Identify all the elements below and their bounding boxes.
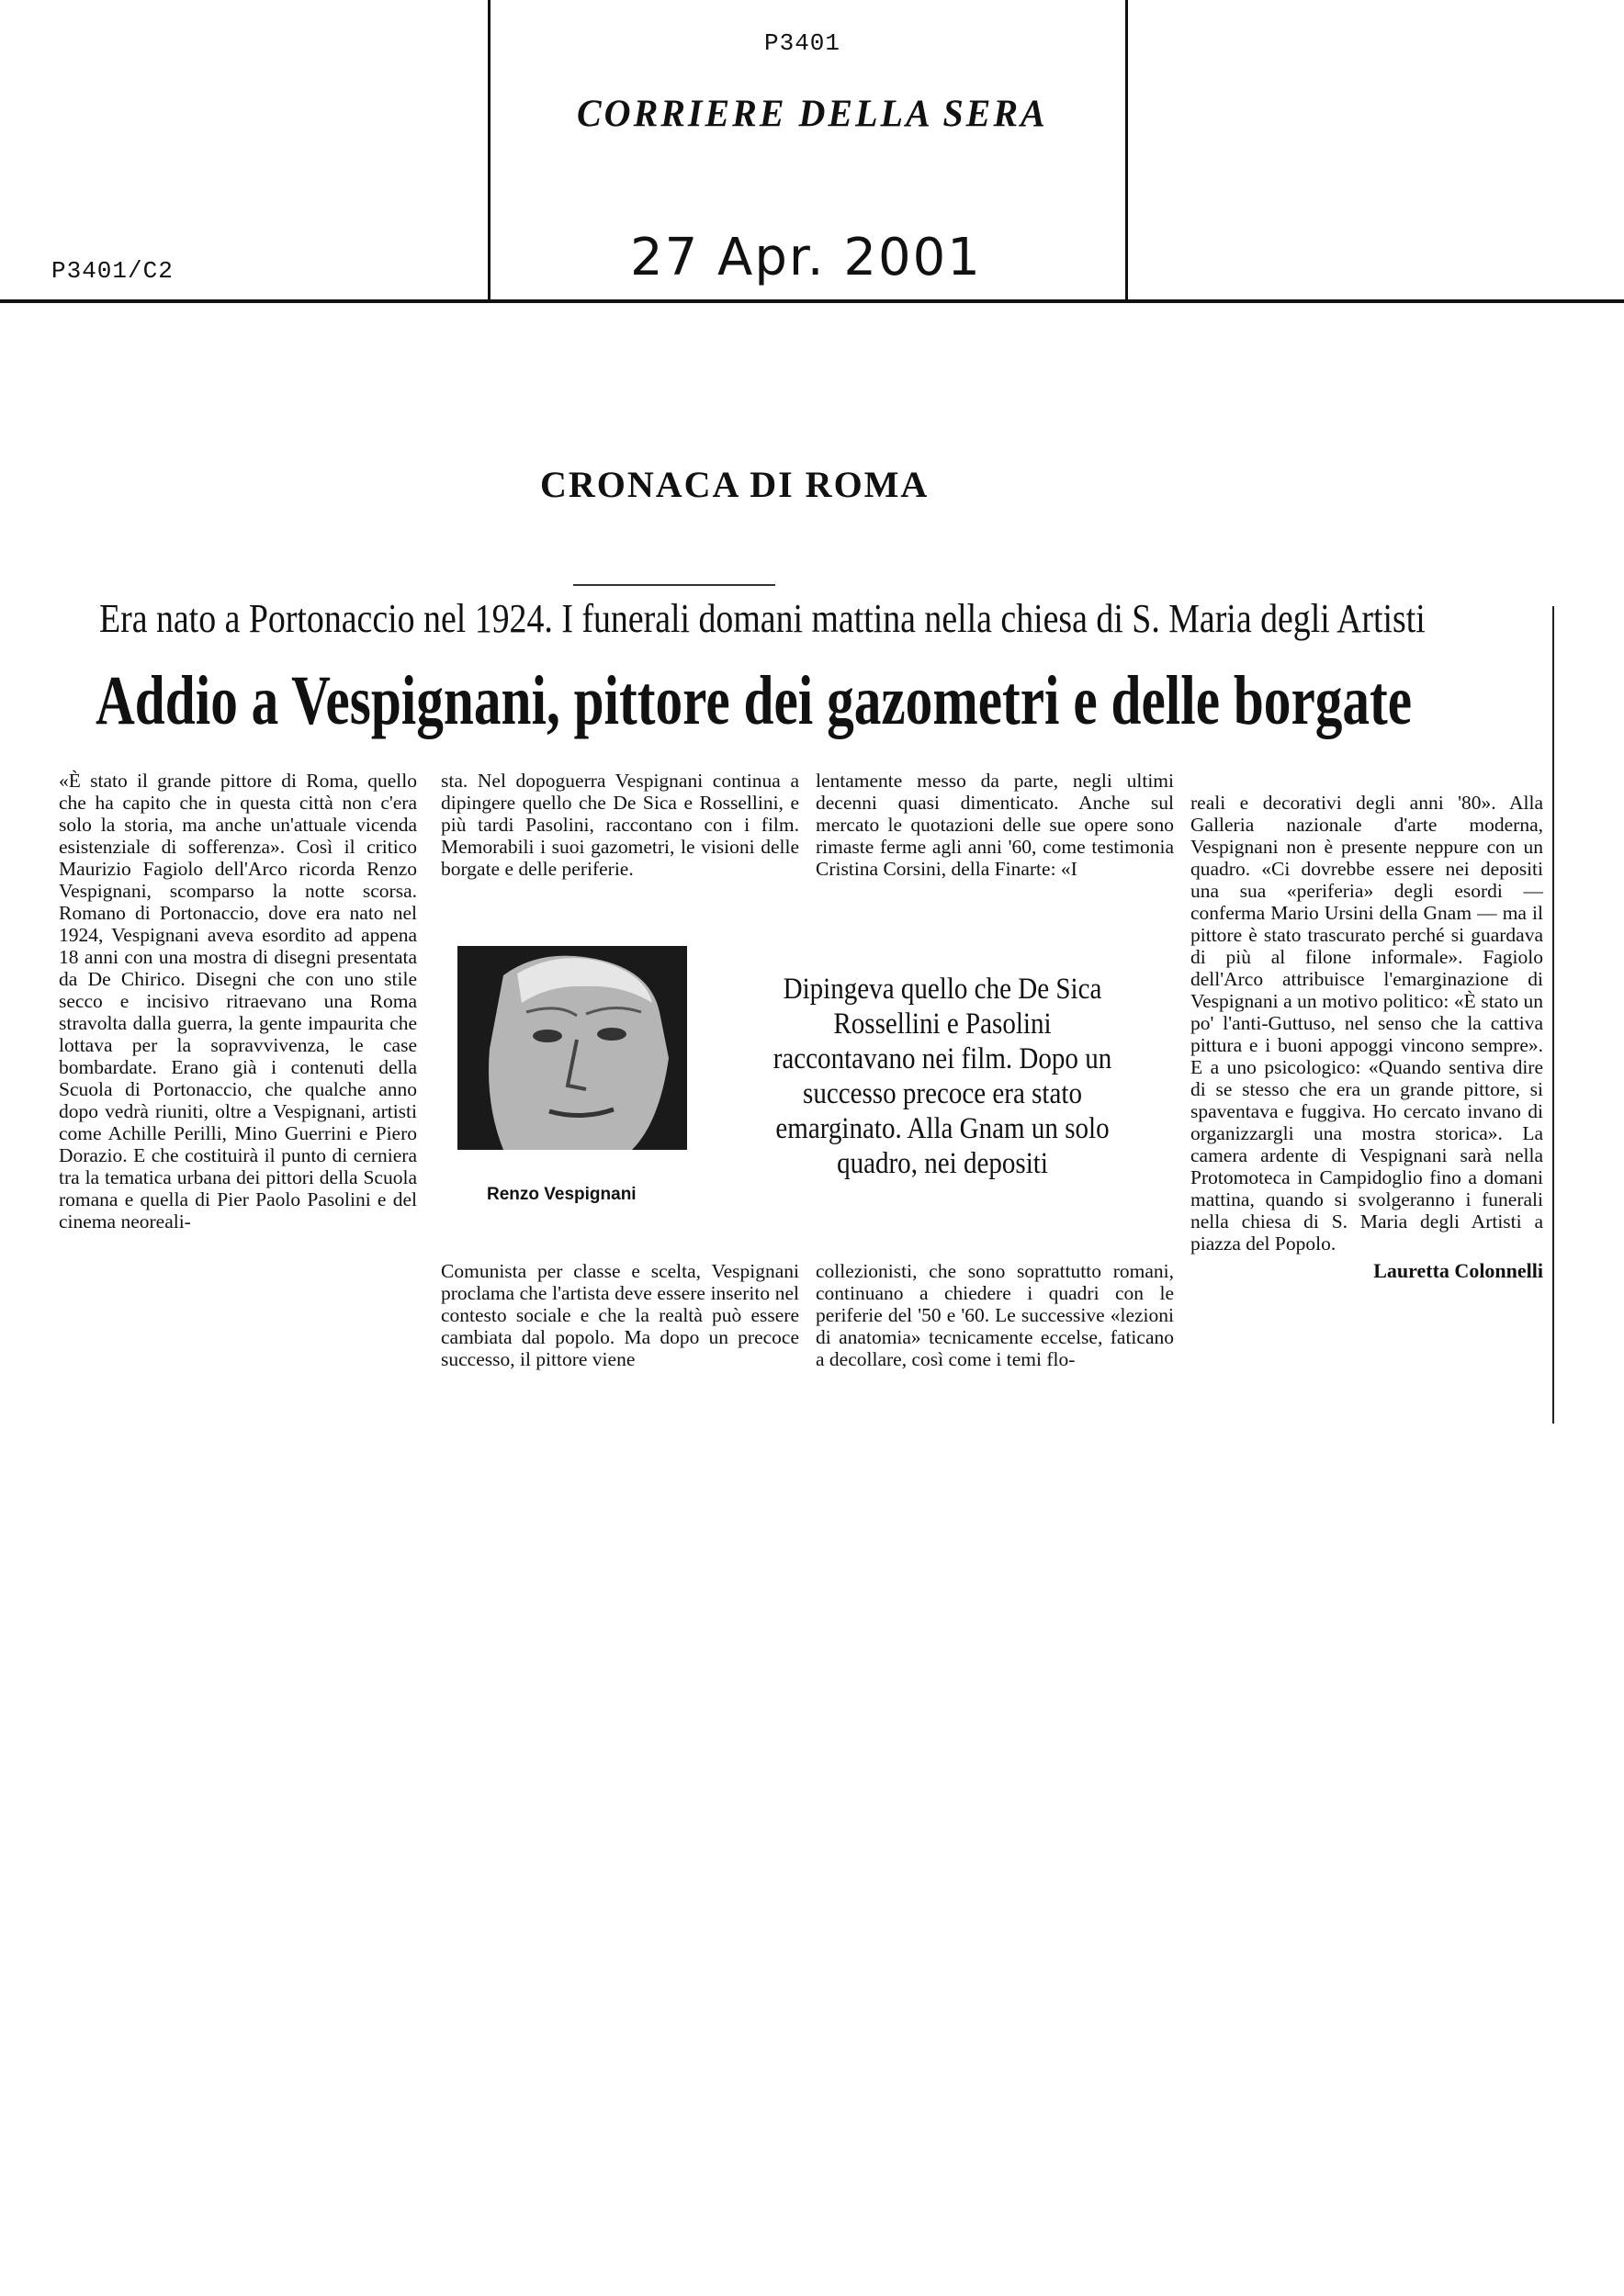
article-column-3-top bbox=[816, 770, 1174, 880]
portrait-photo bbox=[439, 939, 705, 1150]
archive-code-left: P3401/C2 bbox=[51, 257, 174, 285]
article-kicker: Era nato a Portonaccio nel 1924. I funerali domani mattina nella chiesa di S. Maria degli Artisti bbox=[99, 596, 1426, 641]
section-title: CRONACA DI ROMA bbox=[540, 464, 930, 505]
article-column-4 bbox=[1190, 792, 1543, 1282]
kicker-rule bbox=[573, 584, 775, 586]
photo-caption: Renzo Vespignani bbox=[487, 1185, 637, 1204]
article-right-border bbox=[1552, 606, 1554, 1424]
header-divider-right bbox=[1125, 0, 1128, 302]
archive-code-top: P3401 bbox=[764, 29, 841, 57]
portrait-image bbox=[439, 939, 705, 1150]
column-2-bottom-text: Comunista per classe e scelta, Vespignani proclama che l'artista deve essere inserito nel contesto sociale e che la realtà può essere cambiata dal popolo. Ma dopo un precoce successo, il pittore viene bbox=[441, 1260, 799, 1370]
publication-name: CORRIERE DELLA SERA bbox=[577, 91, 1048, 136]
publication-date: 27 Apr. 2001 bbox=[630, 228, 982, 287]
header-bottom-rule bbox=[0, 299, 1624, 303]
column-1-text: «È stato il grande pittore di Roma, quello che ha capito che in questa città non c'era solo la storia, ma anche un'attuale vicenda esistenziale di sofferenza». Così il critico Maurizio Fagiolo dell'Arco ricorda Renzo Vespignani, scomparso la notte scorsa. Romano di Portonaccio, dove era nato nel 1924, Vespignani aveva esordito ad appena 18 anni con una mostra di disegni presentata da De Chirico. Disegni che con uno stile secco e incisivo ritraevano una Roma stravolta dalla guerra, la gente impaurita che lottava per la sopravvivenza, le case bombardate. Erano già i contenuti della Scuola di Portonaccio, che qualche anno dopo vedrà riuniti, oltre a Vespignani, artisti come Achille Perilli, Mino Guerrini e Piero Dorazio. E che costituirà il punto di cerniera tra la tematica urbana dei pittori della Scuola romana e quella di Pier Paolo Pasolini e del cinema neoreali- bbox=[59, 770, 417, 1232]
article-column-2-bottom bbox=[441, 1260, 799, 1370]
article-column-3-bottom bbox=[816, 1260, 1174, 1370]
article-column-2-top bbox=[441, 770, 799, 880]
article-headline: Addio a Vespignani, pittore dei gazometri e delle borgate bbox=[96, 662, 1413, 739]
column-2-top-text: sta. Nel dopoguerra Vespignani continua a dipingere quello che De Sica e Rossellini, e più tardi Pasolini, raccontano con i film. Memorabili i suoi gazometri, le visioni delle borgate e delle periferie. bbox=[441, 770, 799, 880]
pull-quote: Dipingeva quello che De Sica Rossellini e Pasolini raccontavano nei film. Dopo un successo precoce era stato emarginato. Alla Gnam un solo quadro, nei depositi bbox=[773, 973, 1112, 1180]
column-4-text: reali e decorativi degli anni '80». Alla Galleria nazionale d'arte moderna, Vespignani non è presente neppure con un quadro. «Ci dovrebbe essere nei depositi una sua «periferia» degli esordi — conferma Mario Ursini della Gnam — ma il pittore è stato trascurato perché si guardava di più al filone informale». Fagiolo dell'Arco attribuisce l'emarginazione di Vespignani a un motivo politico: «È stato un po' l'anti-Guttuso, nel senso che la cattiva pittura e i buoni appoggi vincono sempre». E a uno psicologico: «Quando sentiva dire di se stesso che era un grande pittore, si spaventava e fuggiva. Ho cercato invano di organizzargli una mostra storica». La camera ardente di Vespignani sarà nella Protomoteca in Campidoglio fino a domani mattina, quando si svolgeranno i funerali nella chiesa di S. Maria degli Artisti a piazza del Popolo. bbox=[1190, 792, 1543, 1255]
article-byline: Lauretta Colonnelli bbox=[1373, 1259, 1543, 1282]
article-column-1 bbox=[59, 770, 417, 1232]
header-divider-left bbox=[488, 0, 491, 302]
column-3-bottom-text: collezionisti, che sono soprattutto romani, continuano a chiedere i quadri con le periferie del '50 e '60. Le successive «lezioni di anatomia» tecnicamente eccelse, faticano a decollare, così come i temi flo- bbox=[816, 1260, 1174, 1370]
column-3-top-text: lentamente messo da parte, negli ultimi decenni quasi dimenticato. Anche sul mercato le quotazioni delle sue opere sono rimaste ferme agli anni '60, come testimonia Cristina Corsini, della Finarte: «I bbox=[816, 770, 1174, 880]
